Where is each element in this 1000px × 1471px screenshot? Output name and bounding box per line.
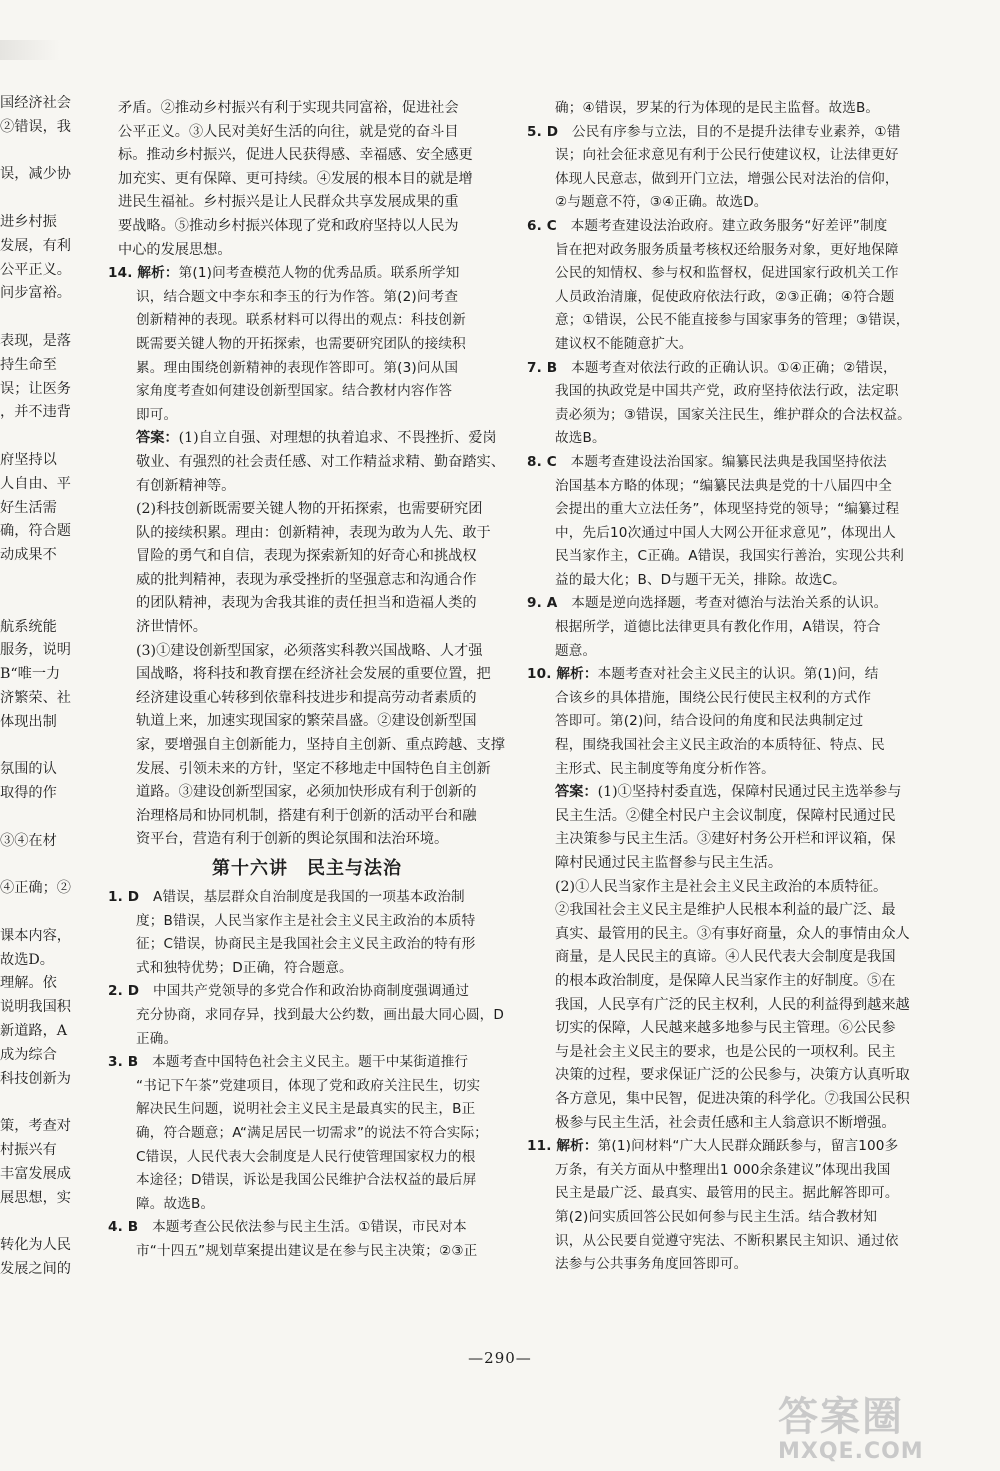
section-title: 第十六讲 民主与法治 [212, 858, 402, 879]
text-line: 矛盾。②推动乡村振兴有利于实现共同富裕，促进社会 [118, 100, 459, 116]
label-prefix: 5. D [527, 123, 559, 140]
text-line: 威的批判精神，表现为承受挫折的坚强意志和沟通合作 [136, 571, 477, 588]
text-line: 轨道上来，加速实现国家的繁荣昌盛。②建设创新型国 [136, 713, 477, 730]
text-line: 合该乡的具体措施，围绕公民行使民主权利的方式作 [555, 689, 872, 706]
text-line: 7. B 本题考查对依法行政的正确认识。①④正确；②错误， [527, 359, 897, 376]
fragment-line: 问步富裕。 [0, 285, 71, 302]
text-line: 意；①错误，公民不能直接参与国家事务的管理；③错误， [555, 312, 910, 329]
fragment-line: 策，考查对 [0, 1118, 71, 1135]
text-line: “书记下午茶”党建项目，体现了党和政府关注民生，切实 [136, 1077, 481, 1094]
text-line: 累。理由围绕创新精神的表现作答即可。第(3)问从国 [136, 359, 459, 376]
fragment-line: 动成果不 [0, 547, 57, 564]
fragment-line: 故选D。 [0, 951, 54, 968]
fragment-line: 航系统能 [0, 618, 57, 635]
label-prefix: 2. D [108, 983, 140, 1000]
fragment-line: 理解。依 [0, 975, 57, 992]
text-line: 队的接续积累。理由：创新精神，表现为敢为人先、敢于 [136, 524, 491, 541]
text-line: 民当家作主，C正确。A错误，我国实行善治，实现公共利 [555, 548, 904, 565]
text-line: 我国的执政党是中国共产党，政府坚持依法行政，法定职 [555, 383, 899, 400]
text-line: 家，要增强自主创新能力，坚持自主创新、重点跨越、支撑 [136, 737, 505, 754]
label-prefix: 7. B [527, 359, 558, 376]
q14-analysis [108, 262, 506, 427]
text-line: 冒险的勇气和自信，表现为探索新知的好奇心和挑战权 [136, 548, 477, 565]
text-line: 与是社会主义民主的要求，也是公民的一项权利。民主 [555, 1043, 896, 1060]
left-column-fragment [0, 92, 76, 1282]
fragment-line: 说明我国积 [0, 999, 71, 1016]
text-line: 发展、引领未来的方针，坚定不移地走中国特色自主创新 [136, 760, 491, 777]
fragment-line [0, 1091, 76, 1115]
q2-answer [108, 980, 506, 1051]
text-line: 真实、最管用的民主。③有事好商量，众人的事情由众人 [555, 925, 910, 942]
text-line: 障村民通过民主监督参与民主生活。 [555, 855, 783, 871]
text-line: 有创新精神等。 [136, 477, 236, 494]
fragment-line: 误，减少协 [0, 166, 71, 183]
fragment-line: 国经济社会 [0, 95, 71, 111]
label-prefix: 10. 解析： [527, 666, 598, 683]
fragment-line: 体现出制 [0, 713, 57, 730]
text-line: 度；B错误，人民当家作主是社会主义民主政治的本质特 [136, 912, 476, 929]
page-number: —290— [468, 1349, 532, 1367]
text-line: 经济建设重心转移到依靠科技进步和提高劳动者素质的 [136, 689, 477, 706]
fragment-line [0, 306, 76, 330]
text-line: ②我国社会主义民主是维护人民根本利益的最广泛、最 [555, 902, 896, 919]
fragment-line: 确，符合题 [0, 523, 71, 540]
watermark-logo-text: 答案圈 [778, 1394, 904, 1440]
text-line: 商量，是人民民主的真谛。④人民代表大会制度是我国 [555, 949, 896, 966]
text-line: 民主生活。②健全村民户主会议制度，保障村民通过民 [555, 807, 896, 824]
text-line: 正确。 [136, 1030, 178, 1047]
text-line: 2. D 中国共产党领导的多党合作和政治协商制度强调通过 [108, 983, 470, 1000]
fragment-line: 公平正义。 [0, 261, 71, 278]
text-line: 极参与民主生活，社会责任感和主人翁意识不断增强。 [555, 1114, 896, 1131]
text-line: 6. C 本题考查建设法治政府。建立政务服务“好差评”制度 [527, 217, 888, 234]
fragment-line: 济繁荣、社 [0, 689, 71, 706]
text-line: 的团队精神，表现为舍我其谁的责任担当和造福人类的 [136, 595, 477, 612]
fragment-line: 成为综合 [0, 1046, 57, 1063]
text-line: 资平台，营造有利于创新的舆论氛围和法治环境。 [136, 831, 449, 848]
fragment-line: 府坚持以 [0, 451, 57, 468]
text-line: 切实的保障，人民越来越多地参与民主管理。⑥公民参 [555, 1020, 896, 1037]
q4-answer-tail [527, 97, 957, 121]
text-line: 4. B 本题考查公民依法参与民主生活。①错误，市民对本 [108, 1219, 467, 1236]
label-prefix: 8. C [527, 453, 557, 470]
fragment-line: B“唯一力 [0, 666, 61, 683]
site-watermark [778, 1395, 990, 1469]
fragment-line [0, 592, 76, 616]
q7-answer [527, 357, 957, 451]
q3-answer [108, 1051, 506, 1216]
text-line: 11. 解析：第(1)问材料“广大人民群众踊跃参与，留言100多 [527, 1138, 899, 1155]
text-line: 既需要关键人物的开拓探索，也需要研究团队的接续积 [136, 335, 466, 352]
q8-answer [527, 451, 957, 593]
fragment-line [0, 425, 76, 449]
text-line: 道路。③建设创新型国家，必须加快形成有利于创新的 [136, 784, 477, 801]
label-prefix: 3. B [108, 1054, 139, 1071]
text-line: 民主是最广泛、最真实、最管用的民主。据此解答即可。 [555, 1185, 899, 1202]
label-prefix: 9. A [527, 595, 558, 612]
text-line: 识，结合题文中李东和李玉的行为作答。第(2)问考查 [136, 288, 459, 305]
right-column [527, 97, 957, 1277]
q13-answer-tail [108, 97, 506, 262]
text-line: 家角度考查如何建设创新型国家。结合教材内容作答 [136, 383, 453, 400]
fragment-line: ，并不违背 [0, 404, 71, 421]
q1-answer [108, 886, 506, 980]
fragment-line: 好生活需 [0, 499, 57, 516]
text-line: ②与题意不符，③④正确。故选D。 [555, 194, 768, 211]
label-prefix: 6. C [527, 217, 557, 234]
fragment-line: 展思想，实 [0, 1189, 71, 1206]
fragment-line [0, 901, 76, 925]
text-line: (3)①建设创新型国家，必须落实科教兴国战略、人才强 [136, 642, 483, 659]
text-line: 益的最大化；B、D与题干无关，排除。故选C。 [555, 571, 846, 588]
text-line: 本途径；D错误，诉讼是我国公民维护合法权益的最后屏 [136, 1172, 477, 1189]
text-line: 的根本政治制度，是保障人民当家作主的好制度。⑤在 [555, 972, 896, 989]
fragment-line [0, 735, 76, 759]
text-line: 进民生福祉。乡村振兴是让人民群众共享发展成果的重 [118, 194, 459, 211]
text-line: 式和独特优势；D正确，符合题意。 [136, 959, 353, 976]
text-line: 会提出的重大立法任务”，体现坚持党的领导；“编纂过程 [555, 501, 900, 518]
text-line: 根据所学，道德比法律更具有教化作用，A错误，符合 [555, 619, 881, 636]
fragment-line: 持生命至 [0, 356, 57, 373]
text-line: 程，围绕我国社会主义民主政治的本质特征、特点、民 [555, 737, 885, 754]
text-line: 5. D 公民有序参与立法，目的不是提升法律专业素养，①错 [527, 123, 901, 140]
text-line: 解决民生问题，说明社会主义民主是最真实的民主，B正 [136, 1101, 476, 1118]
text-line: 答案：(1)①坚持村委直选，保障村民通过民主选举参与 [555, 784, 902, 801]
text-line: 8. C 本题考查建设法治国家。编纂民法典是我国坚持依法 [527, 453, 887, 470]
text-line: 创新精神的表现。联系材料可以得出的观点：科技创新 [136, 312, 466, 329]
text-line: 我国，人民享有广泛的民主权利，人民的利益得到越来越 [555, 996, 910, 1013]
fragment-line: 人自由、平 [0, 475, 71, 492]
text-line: 题意。 [555, 642, 597, 659]
text-line: C错误，人民代表大会制度是人民行使管理国家权力的根 [136, 1148, 476, 1165]
text-line: 第(2)问实质回答公民如何参与民主生活。结合教材知 [555, 1208, 878, 1225]
text-line: (2)①人民当家作主是社会主义民主政治的本质特征。 [555, 878, 888, 895]
fragment-line: 服务，说明 [0, 642, 71, 659]
text-line: 故选B。 [555, 430, 606, 447]
text-line: 公民的知情权、参与权和监督权，促进国家行政机关工作 [555, 265, 899, 282]
fragment-line [0, 854, 76, 878]
fragment-line: ③④在材 [0, 832, 57, 849]
text-line: 国战略，将科技和教育摆在经济社会发展的重要位置，把 [136, 666, 491, 683]
text-line: 9. A 本题是逆向选择题，考查对德治与法治关系的认识。 [527, 595, 888, 612]
text-line: 10. 解析：本题考查对社会主义民主的认识。第(1)问，结 [527, 666, 879, 683]
text-line: 责必须为；③错误，国家关注民生，维护群众的合法权益。 [555, 406, 911, 423]
fragment-line: 表现，是落 [0, 332, 71, 349]
fragment-line [0, 806, 76, 830]
text-line: 市“十四五”规划草案提出建议是在参与民主决策；②③正 [136, 1242, 478, 1259]
fragment-line: 发展之间的 [0, 1261, 71, 1278]
text-line: 敬业、有强烈的社会责任感、对工作精益求精、勤奋踏实、 [136, 453, 505, 470]
text-line: 征；C错误，协商民主是我国社会主义民主政治的特有形 [136, 936, 476, 953]
q14-answer [108, 427, 506, 852]
watermark-url: MXQE.COM [778, 1439, 924, 1464]
text-line: 加充实、更有保障、更可持续。④发展的根本目的就是增 [118, 170, 473, 187]
label-prefix: 1. D [108, 889, 140, 905]
text-line: 旨在把对政务服务质量考核权还给服务对象，更好地保障 [555, 241, 899, 258]
q4-answer [108, 1216, 506, 1263]
text-line: 决策的过程，要求保证广泛的公民参与，决策方认真听取 [555, 1067, 910, 1084]
q10-analysis [527, 663, 957, 781]
text-line: 人员政治清廉，促使政府依法行政，②③正确；④符合题 [555, 288, 895, 305]
fragment-line: ④正确；② [0, 880, 71, 897]
fragment-line: 丰富发展成 [0, 1165, 71, 1182]
scan-smudge [0, 40, 60, 60]
fragment-line: ②错误，我 [0, 118, 71, 135]
fragment-line: 氛围的认 [0, 761, 57, 778]
fragment-line [0, 187, 76, 211]
text-line: 答即可。第(2)问，结合设问的角度和民法典制定过 [555, 713, 864, 730]
text-line: 障。故选B。 [136, 1195, 215, 1212]
label-prefix: 答案： [136, 430, 179, 447]
text-line: 法参与公共事务角度回答即可。 [555, 1256, 748, 1273]
q11-answer [527, 1135, 957, 1277]
q5-answer [527, 121, 957, 215]
middle-column [108, 97, 506, 1264]
text-line: 中，先后10次通过中国人大网公开征求意见”，体现出人 [555, 524, 896, 541]
text-line: 主决策参与民主生活。③建好村务公开栏和评议箱，保 [555, 831, 896, 848]
text-line: 确，符合题意；A“满足居民一切需求”的说法不符合实际； [136, 1124, 488, 1141]
text-line: 中心的发展思想。 [118, 241, 232, 258]
fragment-line: 转化为人民 [0, 1237, 71, 1254]
label-prefix: 11. 解析： [527, 1138, 598, 1155]
text-line: 要战略。⑤推动乡村振兴体现了党和政府坚持以人民为 [118, 217, 459, 234]
fragment-line [0, 568, 76, 592]
fragment-line: 取得的作 [0, 785, 57, 802]
label-prefix: 14. 解析： [108, 265, 179, 282]
q10-answer [527, 781, 957, 1135]
q9-answer [527, 592, 957, 663]
fragment-line: 新道路，A [0, 1023, 67, 1040]
text-line: 确；④错误，罗某的行为体现的是民主监督。故选B。 [555, 100, 880, 116]
text-line: 主形式、民主制度等角度分析作答。 [555, 760, 775, 777]
label-prefix: 4. B [108, 1219, 139, 1236]
fragment-line: 进乡村振 [0, 213, 57, 230]
text-line: 建议权不能随意扩大。 [555, 335, 693, 352]
text-line: 1. D A错误，基层群众自治制度是我国的一项基本政治制 [108, 889, 465, 905]
text-line: 3. B 本题考查中国特色社会主义民主。题干中某街道推行 [108, 1054, 469, 1071]
text-line: 治国基本方略的体现；“编纂民法典是党的十八届四中全 [555, 477, 893, 494]
text-line: 标。推动乡村振兴，促进人民获得感、幸福感、安全感更 [118, 147, 473, 164]
text-line: 即可。 [136, 406, 178, 423]
text-line: 治理格局和协同机制，搭建有利于创新的活动平台和融 [136, 807, 477, 824]
text-line: 识，从公民要自觉遵守宪法、不断积累民主知识、通过依 [555, 1232, 899, 1249]
text-line: 答案：(1)自立自强、对理想的执着追求、不畏挫折、爱岗 [136, 430, 497, 447]
text-line: 济世情怀。 [136, 619, 207, 636]
text-line: (2)科技创新既需要关键人物的开拓探索，也需要研究团 [136, 501, 483, 518]
text-line: 误；向社会征求意见有利于公民行使建议权，让法律更好 [555, 147, 899, 164]
text-line: 各方意见，集中民智，促进决策的科学化。⑦我国公民积 [555, 1090, 910, 1107]
fragment-line: 课本内容， [0, 927, 71, 944]
text-line: 充分协商，求同存异，找到最大公约数，画出最大同心圆，D [136, 1006, 504, 1023]
fragment-line [0, 1210, 76, 1234]
fragment-line [0, 140, 76, 164]
text-line: 14. 解析：第(1)问考查模范人物的优秀品质。联系所学知 [108, 265, 460, 282]
fragment-line: 发展，有利 [0, 237, 71, 254]
text-line: 体现人民意志，做到开门立法，增强公民对法治的信仰， [555, 170, 899, 187]
q6-answer [527, 215, 957, 357]
fragment-line: 误；让医务 [0, 380, 71, 397]
text-line: 公平正义。③人民对美好生活的向往，就是党的奋斗目 [118, 123, 459, 140]
text-line: 万条，有关方面从中整理出1 000余条建议”体现出我国 [555, 1161, 891, 1178]
fragment-line: 科技创新为 [0, 1070, 71, 1087]
label-prefix: 答案： [555, 784, 598, 801]
fragment-line: 村振兴有 [0, 1142, 57, 1159]
